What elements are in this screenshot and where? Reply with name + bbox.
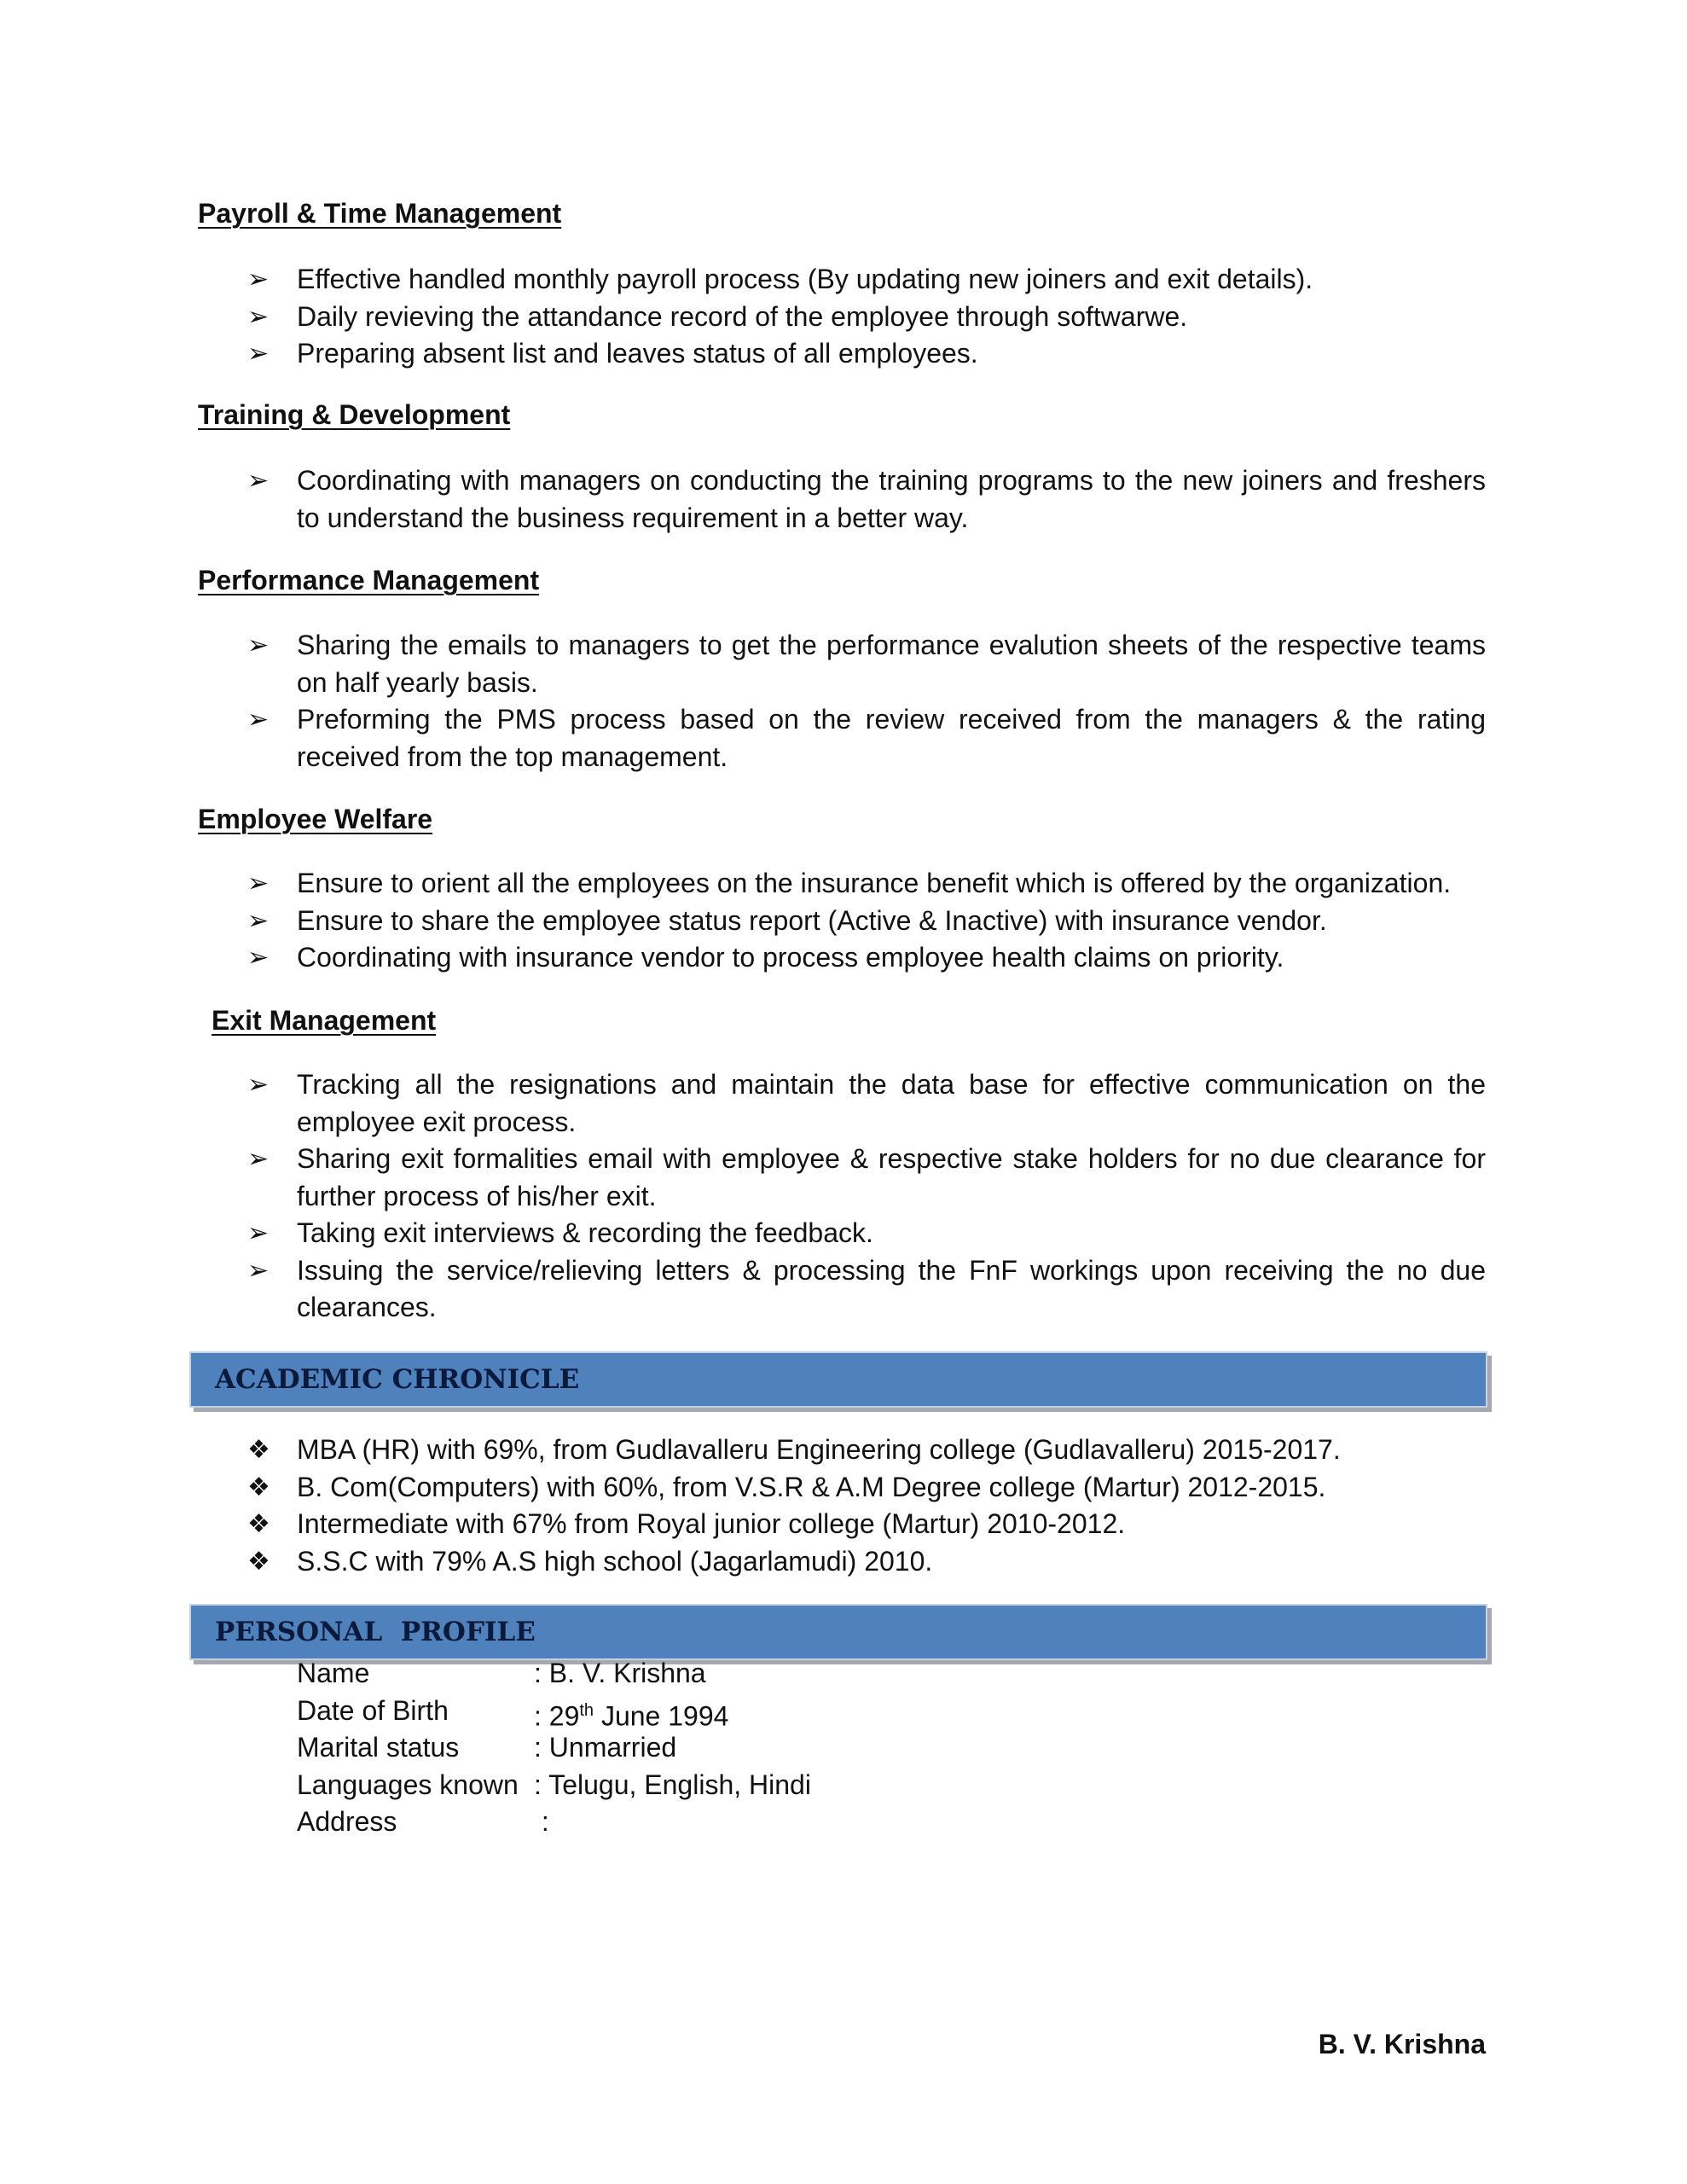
section-heading-welfare: Employee Welfare xyxy=(198,804,433,834)
welfare-list xyxy=(247,865,1486,977)
list-item: ❖ S.S.C with 79% A.S high school (Jagarlamudi) 2010. xyxy=(247,1543,1486,1581)
arrow-bullet-icon: ➢ xyxy=(247,302,270,331)
arrow-bullet-icon: ➢ xyxy=(247,1219,270,1247)
diamond-bullet-icon: ❖ xyxy=(247,1510,270,1538)
academic-list xyxy=(247,1432,1486,1580)
section-heading-training: Training & Development xyxy=(198,399,511,430)
list-item: ➢ Ensure to orient all the employees on the insurance benefit which is offered by the organization. xyxy=(247,865,1486,903)
address-value: : xyxy=(534,1806,549,1837)
performance-list xyxy=(247,627,1486,775)
list-item: ➢ Coordinating with managers on conducting the training programs to the new joiners and freshers to understand the business requirement in a better way. xyxy=(247,462,1486,537)
academic-chronicle-band xyxy=(189,1351,1487,1408)
arrow-bullet-icon: ➢ xyxy=(247,467,270,495)
list-item: ➢ Sharing exit formalities email with employee & respective stake holders for no due clearance for further process of his/her exit. xyxy=(247,1141,1486,1215)
profile-row-address xyxy=(297,1804,811,1841)
arrow-bullet-icon: ➢ xyxy=(247,631,270,659)
diamond-bullet-icon: ❖ xyxy=(247,1436,270,1464)
marital-value: : Unmarried xyxy=(534,1732,677,1763)
list-item: ➢ Daily revieving the attandance record of the employee through softwarwe. xyxy=(247,299,1486,336)
diamond-bullet-icon: ❖ xyxy=(247,1472,270,1502)
section-heading-payroll: Payroll & Time Management xyxy=(198,198,562,229)
arrow-bullet-icon: ➢ xyxy=(247,340,270,368)
arrow-bullet-icon: ➢ xyxy=(247,1071,270,1099)
arrow-bullet-icon: ➢ xyxy=(247,1256,270,1285)
name-label: Name xyxy=(297,1658,370,1688)
arrow-bullet-icon: ➢ xyxy=(247,706,270,734)
personal-profile-band xyxy=(189,1604,1487,1660)
arrow-bullet-icon: ➢ xyxy=(247,944,270,972)
arrow-bullet-icon: ➢ xyxy=(247,869,270,897)
profile-row-languages xyxy=(297,1767,811,1804)
list-item: ➢ Preforming the PMS process based on the review received from the managers & the rating received from the top management. xyxy=(247,701,1486,775)
arrow-bullet-icon: ➢ xyxy=(247,1145,270,1173)
marital-label: Marital status xyxy=(297,1732,460,1763)
list-item: ➢ Issuing the service/relieving letters & processing the FnF workings upon receiving the no due clearances. xyxy=(247,1252,1486,1327)
arrow-bullet-icon: ➢ xyxy=(247,906,270,935)
personal-profile-title: PERSONAL PROFILE xyxy=(215,1617,536,1647)
exit-list xyxy=(247,1066,1486,1327)
list-item: ❖ MBA (HR) with 69%, from Gudlavalleru Engineering college (Gudlavalleru) 2015-2017. xyxy=(247,1432,1486,1469)
list-item: ➢ Ensure to share the employee status report (Active & Inactive) with insurance vendor. xyxy=(247,903,1486,940)
personal-profile-table xyxy=(297,1655,811,1841)
list-item: ➢ Coordinating with insurance vendor to process employee health claims on priority. xyxy=(247,939,1486,977)
payroll-list xyxy=(247,261,1486,373)
dob-label: Date of Birth xyxy=(297,1694,449,1726)
training-list xyxy=(247,462,1486,537)
list-item: ➢ Sharing the emails to managers to get the performance evalution sheets of the respective teams on half yearly basis. xyxy=(247,627,1486,701)
arrow-bullet-icon: ➢ xyxy=(247,265,270,293)
diamond-bullet-icon: ❖ xyxy=(247,1547,270,1576)
list-item: ➢ Taking exit interviews & recording the feedback. xyxy=(247,1215,1486,1252)
list-item: ➢ Effective handled monthly payroll process (By updating new joiners and exit details). xyxy=(247,261,1486,299)
list-item: ❖ Intermediate with 67% from Royal junior college (Martur) 2010-2012. xyxy=(247,1506,1486,1543)
footer-name: B. V. Krishna xyxy=(1318,2029,1486,2059)
section-heading-performance: Performance Management xyxy=(198,565,540,595)
list-item: ➢ Preparing absent list and leaves status of all employees. xyxy=(247,335,1486,373)
list-item: ❖ B. Com(Computers) with 60%, from V.S.R & A.M Degree college (Martur) 2012-2015. xyxy=(247,1469,1486,1507)
academic-chronicle-title: ACADEMIC CHRONICLE xyxy=(215,1364,580,1395)
profile-row-name xyxy=(297,1655,811,1693)
address-label: Address xyxy=(297,1806,397,1837)
profile-row-marital xyxy=(297,1729,811,1767)
list-item: ➢ Tracking all the resignations and maintain the data base for effective communication on the employee exit process. xyxy=(247,1066,1486,1141)
section-heading-exit: Exit Management xyxy=(212,1005,437,1036)
dob-value: : 29th June 1994 xyxy=(534,1700,729,1732)
profile-row-dob xyxy=(297,1693,811,1730)
languages-value: : Telugu, English, Hindi xyxy=(534,1769,811,1800)
languages-label: Languages known xyxy=(297,1769,519,1800)
name-value: : B. V. Krishna xyxy=(534,1658,706,1688)
